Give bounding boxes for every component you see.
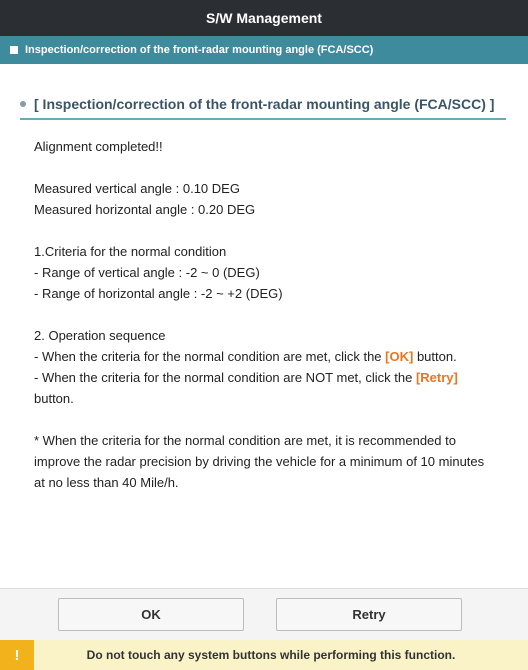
sequence-step-ok: - When the criteria for the normal condition are met, click the [OK] button. bbox=[34, 349, 457, 364]
retry-highlight: [Retry] bbox=[415, 370, 458, 385]
criteria-horizontal-range: - Range of horizontal angle : -2 ~ +2 (DEG) bbox=[34, 286, 283, 301]
retry-button[interactable]: Retry bbox=[276, 598, 462, 631]
subheader-label: Inspection/correction of the front-radar mounting angle (FCA/SCC) bbox=[25, 44, 374, 56]
sequence-step-retry: - When the criteria for the normal condition are NOT met, click the [Retry] button. bbox=[34, 370, 458, 406]
ok-button[interactable]: OK bbox=[58, 598, 244, 631]
sequence-heading: 2. Operation sequence bbox=[34, 328, 166, 343]
criteria-heading: 1.Criteria for the normal condition bbox=[34, 244, 227, 259]
recommendation-note: * When the criteria for the normal condition are met, it is recommended to improve the radar precision by driving the vehicle for a minimum of 10 minutes at no less than 40 Mile/h. bbox=[34, 433, 485, 490]
window-title-bar bbox=[0, 0, 528, 36]
criteria-vertical-range: - Range of vertical angle : -2 ~ 0 (DEG) bbox=[34, 265, 260, 280]
measured-vertical-angle: Measured vertical angle : 0.10 DEG bbox=[34, 181, 240, 196]
window-title: S/W Management bbox=[206, 10, 322, 26]
status-message: Alignment completed!! bbox=[34, 139, 163, 154]
ok-highlight: [OK] bbox=[385, 349, 414, 364]
section-title bbox=[20, 90, 506, 120]
warning-text: Do not touch any system buttons while performing this function. bbox=[86, 648, 456, 662]
instruction-content bbox=[34, 136, 494, 493]
warning-icon: ! bbox=[0, 640, 34, 670]
subheader-bar bbox=[0, 36, 528, 64]
section-title-text: [ Inspection/correction of the front-radar mounting angle (FCA/SCC) ] bbox=[34, 96, 495, 112]
warning-bar bbox=[0, 640, 528, 670]
square-bullet-icon bbox=[10, 46, 18, 54]
button-bar bbox=[0, 588, 528, 640]
measured-horizontal-angle: Measured horizontal angle : 0.20 DEG bbox=[34, 202, 256, 217]
bullet-icon bbox=[20, 101, 26, 107]
